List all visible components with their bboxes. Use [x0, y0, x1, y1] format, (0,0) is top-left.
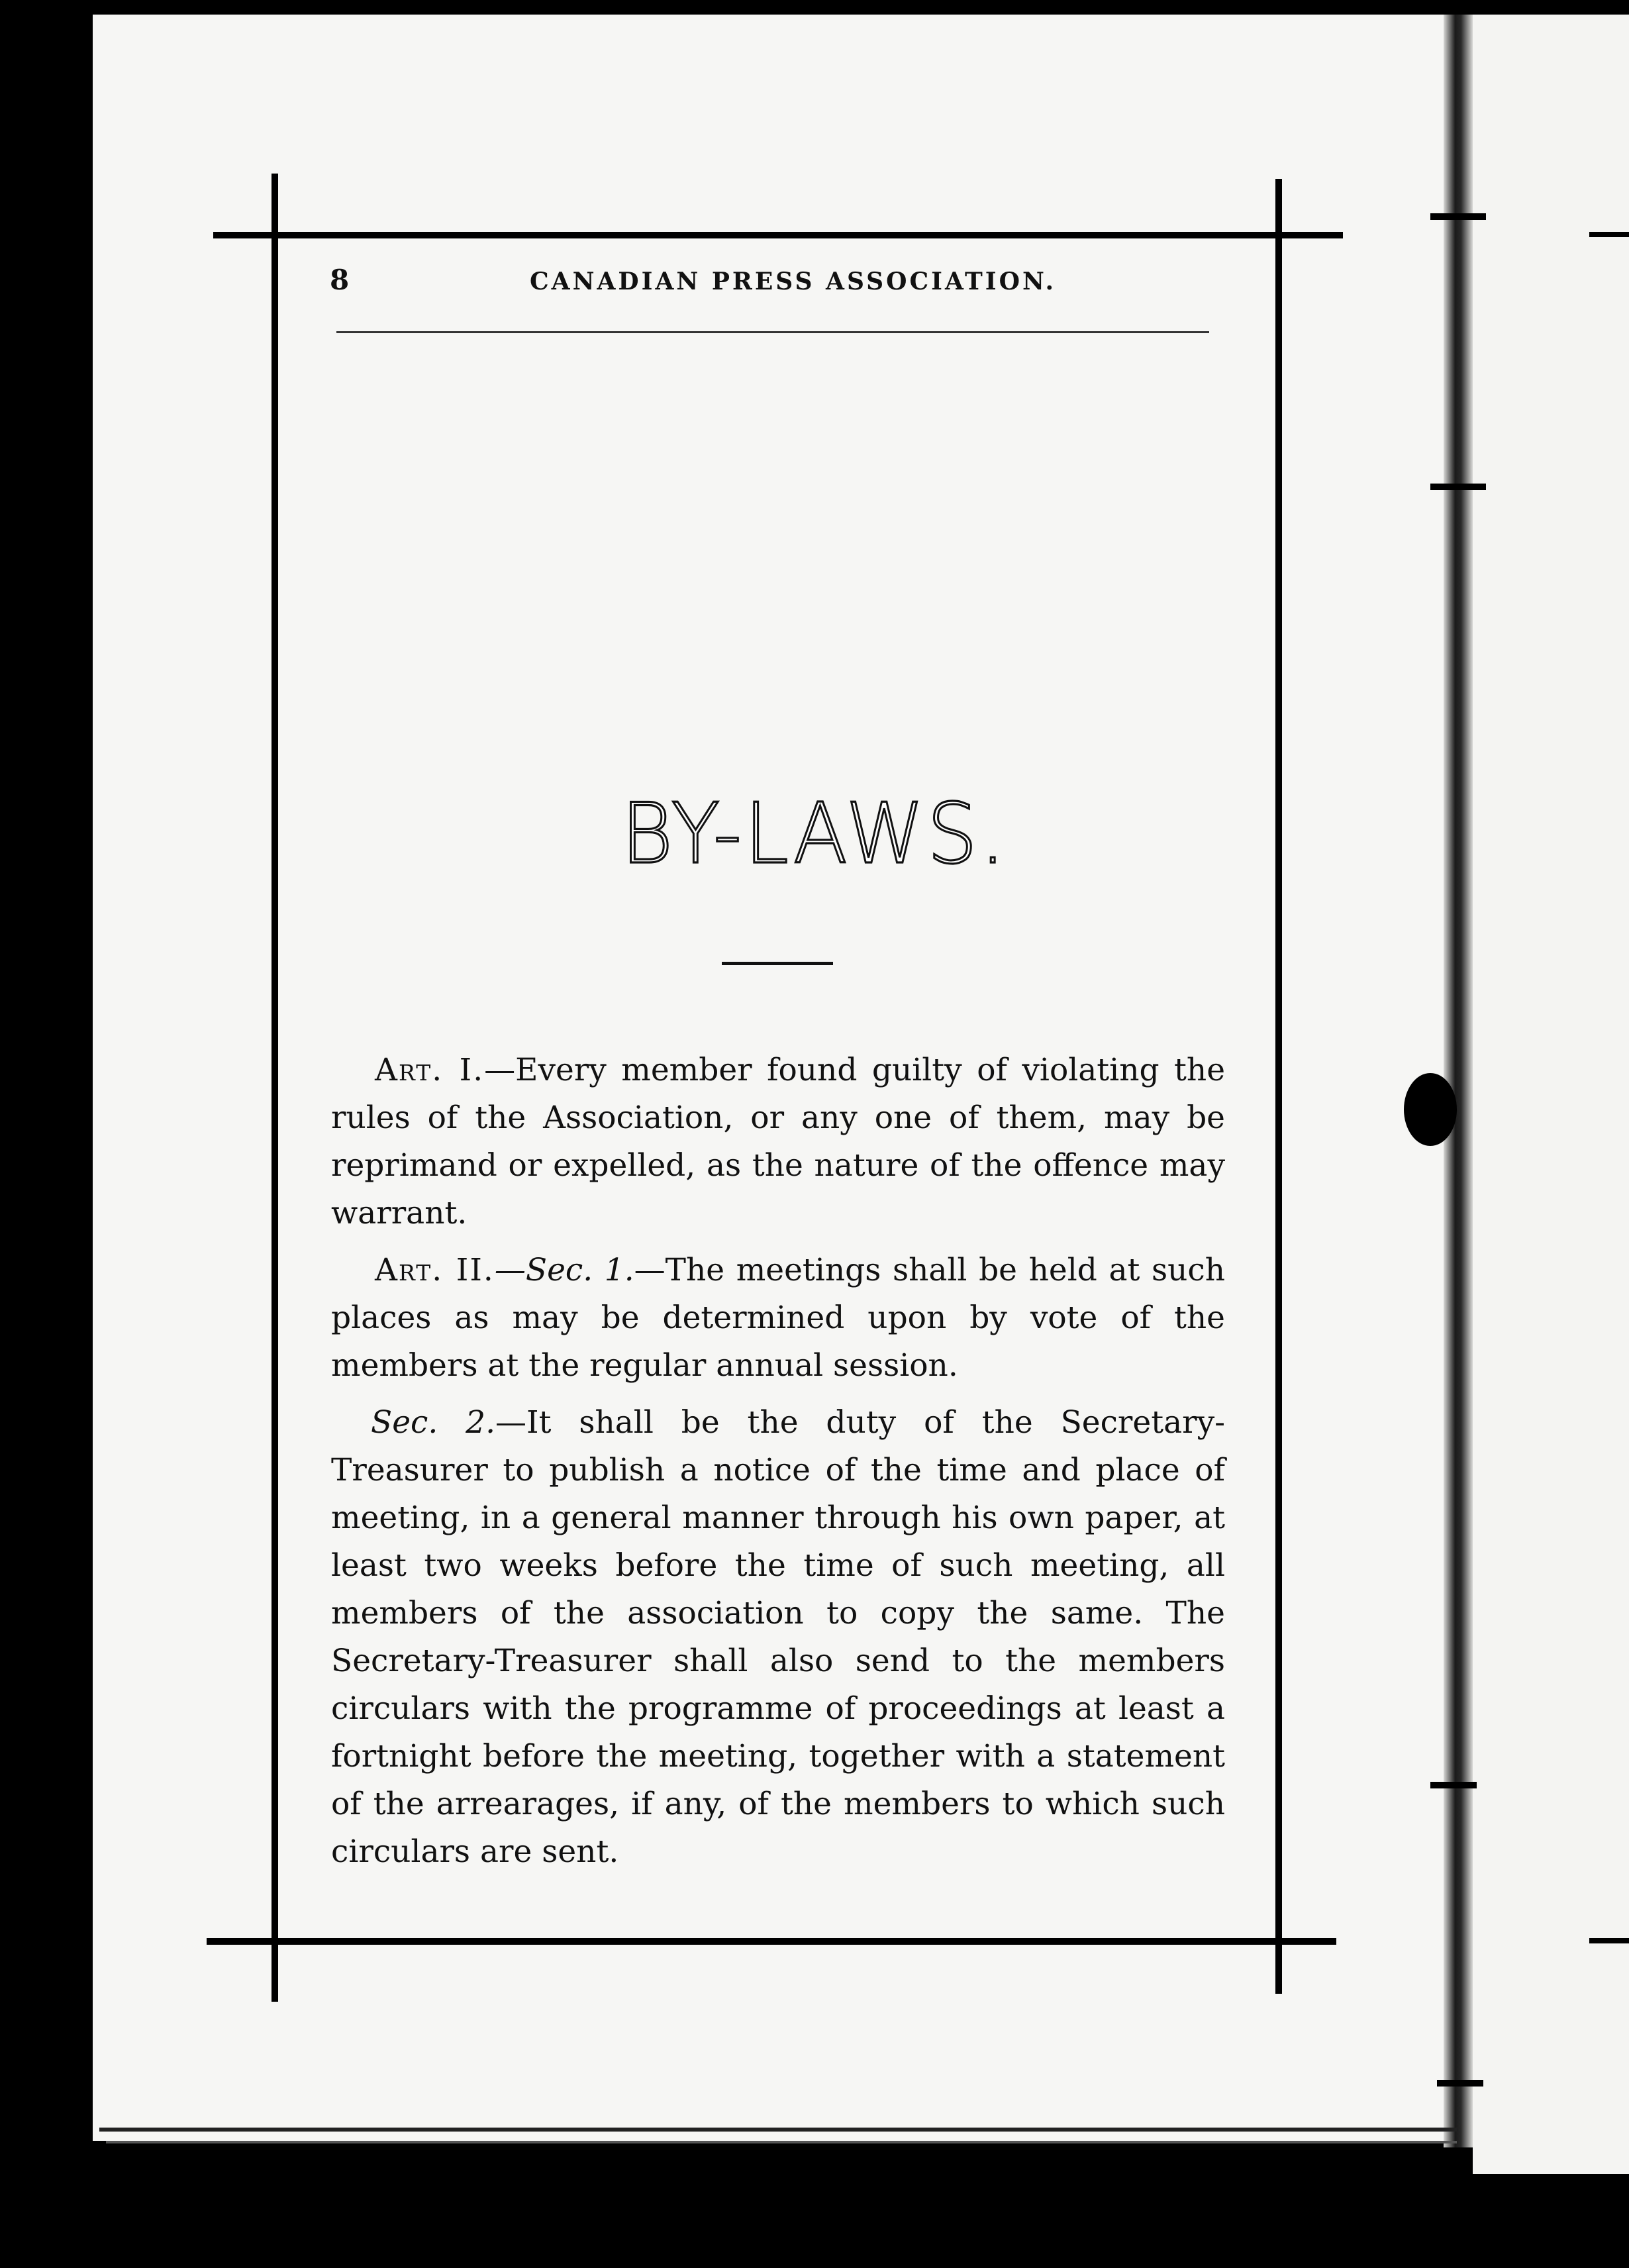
book-spine	[1444, 15, 1473, 2147]
header-rule	[336, 331, 1209, 333]
section-heading: BY-LAWS.	[620, 786, 1009, 883]
article-1-paragraph	[331, 1047, 1225, 1237]
heading-underline-rule	[722, 962, 833, 965]
article-2-sec1-text: —The meetings shall be held at such places as may be determined upon by vote of the members at the regular annual session.	[331, 1252, 1225, 1384]
facing-page-rule-bottom	[1589, 1938, 1629, 1943]
article-1-text: —Every member found guilty of violating the rules of the Association, or any one of them, may be reprimand or expelled, as the nature of the offence may warrant.	[331, 1052, 1226, 1231]
frame-top-rule	[213, 232, 1343, 238]
by-laws-body	[331, 1047, 1225, 1885]
frame-left-rule	[272, 174, 278, 2002]
article-2-sec1-label: —Sec. 1.	[494, 1252, 634, 1288]
article-1-label: Art. I.	[375, 1052, 485, 1088]
spine-stitch-3	[1430, 1782, 1477, 1788]
page-number: 8	[330, 264, 350, 296]
article-2-sec2-paragraph	[331, 1399, 1225, 1876]
frame-bottom-rule	[207, 1938, 1336, 1945]
article-2-sec2-label: Sec. 2.	[371, 1404, 496, 1441]
page-bottom-edge	[99, 2128, 1457, 2132]
article-2-label: Art. II.	[375, 1252, 495, 1288]
running-title: CANADIAN PRESS ASSOCIATION.	[530, 268, 1057, 295]
article-2-paragraph	[331, 1247, 1225, 1390]
article-2-sec2-text: —It shall be the duty of the Secretary-Treasurer to publish a notice of the time and place of meeting, in a general manner through his own paper, at least two weeks before the time of such meeting, all members of the association to copy the same. The Secretary-Treasurer shall also send to the members circulars with the programme of proceedings at least a fortnight before the meeting, together with a statement of the arrearages, if any, of the members to which such circulars are sent.	[331, 1404, 1226, 1870]
spine-stitch-1	[1430, 213, 1486, 220]
spine-stitch-2	[1430, 484, 1486, 490]
frame-right-rule	[1275, 179, 1282, 1994]
spine-blot	[1404, 1073, 1457, 1146]
spine-stitch-4	[1437, 2080, 1483, 2087]
facing-page-edge	[1473, 15, 1629, 2174]
page-bottom-edge-2	[106, 2141, 1457, 2143]
facing-page-rule-top	[1589, 232, 1629, 237]
